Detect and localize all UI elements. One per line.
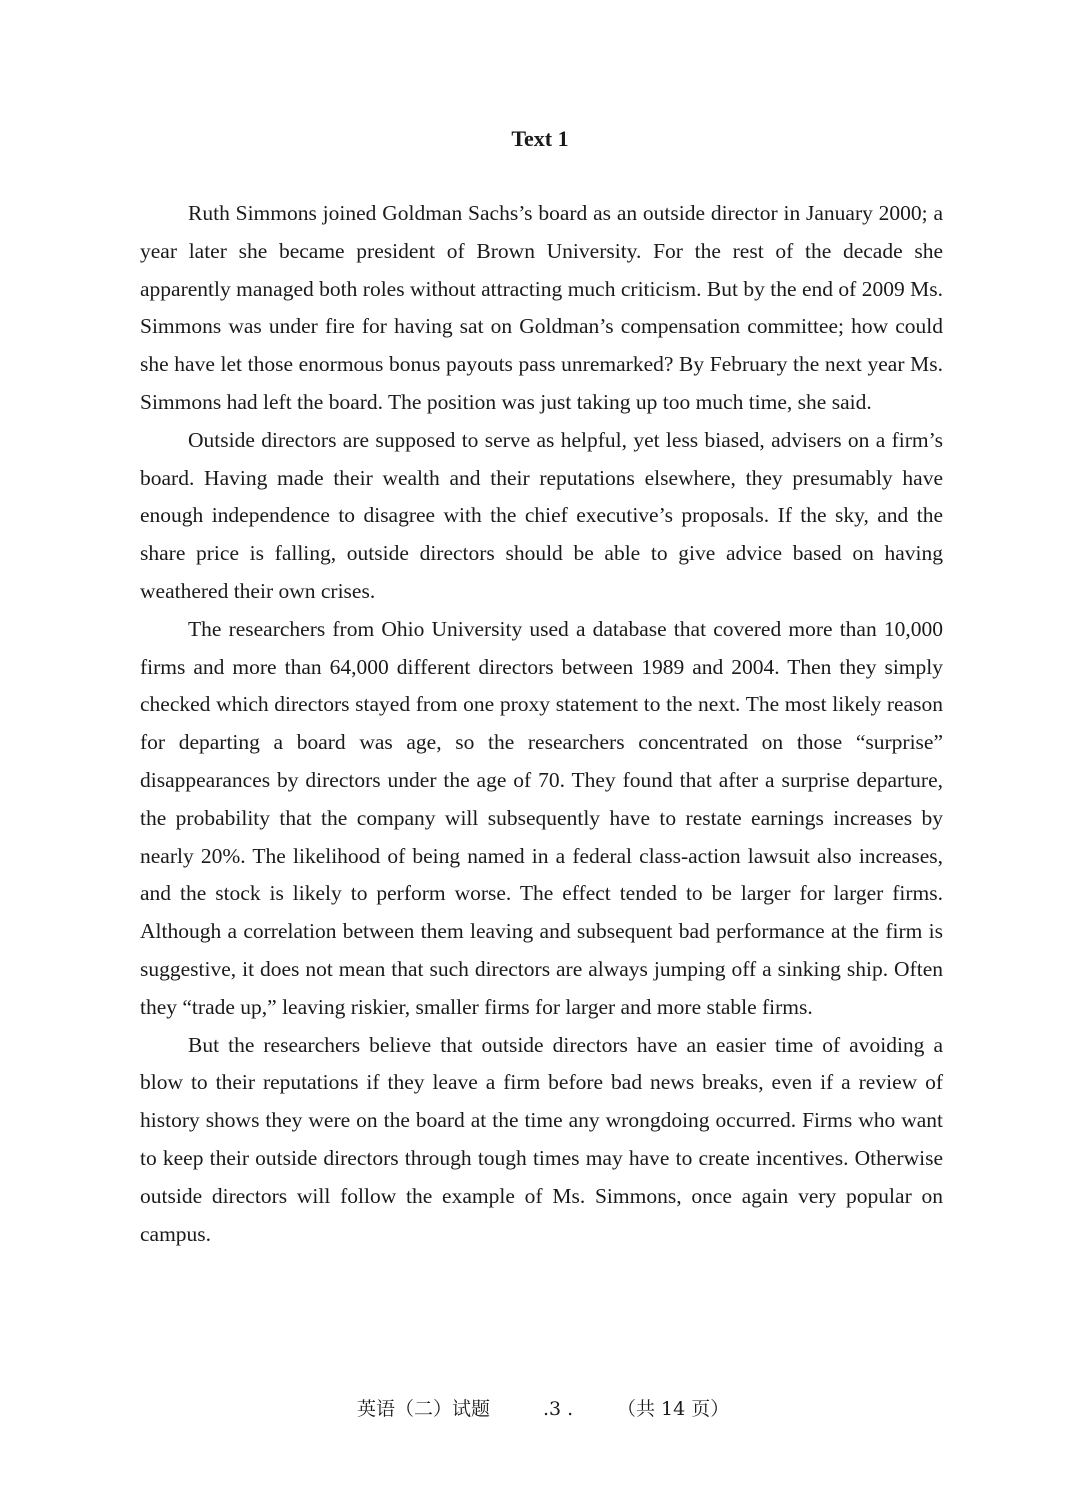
footer-exam-label: 英语（二）试题 <box>357 1398 491 1420</box>
paragraph-3: The researchers from Ohio University used a database that covered more than 10,000 firms and more than 64,000 different directors between 1989 and 2004. Then they simply checked which directors stayed from one proxy statement to the next. The most likely reason for departing a board was age, so the researchers concentrated on those “surprise” disappearances by directors under the age of 70. They found that after a surprise departure, the probability that the company will subsequently have to restate earnings increases by nearly 20%. The likelihood of being named in a federal class-action lawsuit also increases, and the stock is likely to perform worse. The effect tended to be larger for larger firms. Although a correlation between them leaving and subsequent bad performance at the firm is suggestive, it does not mean that such directors are always jumping off a sinking ship. Often they “trade up,” leaving riskier, smaller firms for larger and more stable firms. <box>140 616 943 1019</box>
paragraph-1: Ruth Simmons joined Goldman Sachs’s board as an outside director in January 2000; a year later she became president of Brown University. For the rest of the decade she apparently managed both roles without attracting much criticism. But by the end of 2009 Ms. Simmons was under fire for having sat on Goldman’s compensation committee; how could she have let those enormous bonus payouts pass unremarked? By February the next year Ms. Simmons had left the board. The position was just taking up too much time, she said. <box>140 201 943 414</box>
paragraph-2: Outside directors are supposed to serve as helpful, yet less biased, advisers on a firm’s board. Having made their wealth and their reputations elsewhere, they presumably have enough independence to disagree with the chief executive’s proposals. If the sky, and the share price is falling, outside directors should be able to give advice based on having weathered their own crises. <box>140 427 943 603</box>
page-footer <box>0 1394 1080 1424</box>
page-title: Text 1 <box>511 126 569 151</box>
paragraph-4: But the researchers believe that outside directors have an easier time of avoiding a blow to their reputations if they leave a firm before bad news breaks, even if a review of history shows they were on the board at the time any wrongdoing occurred. Firms who want to keep their outside directors through tough times may have to create incentives. Otherwise outside directors will follow the example of Ms. Simmons, once again very popular on campus. <box>140 1032 943 1246</box>
footer-page-number: .3 . <box>543 1398 574 1420</box>
passage-body <box>140 195 943 1253</box>
footer-total-pages: （共 14 页） <box>617 1398 730 1420</box>
